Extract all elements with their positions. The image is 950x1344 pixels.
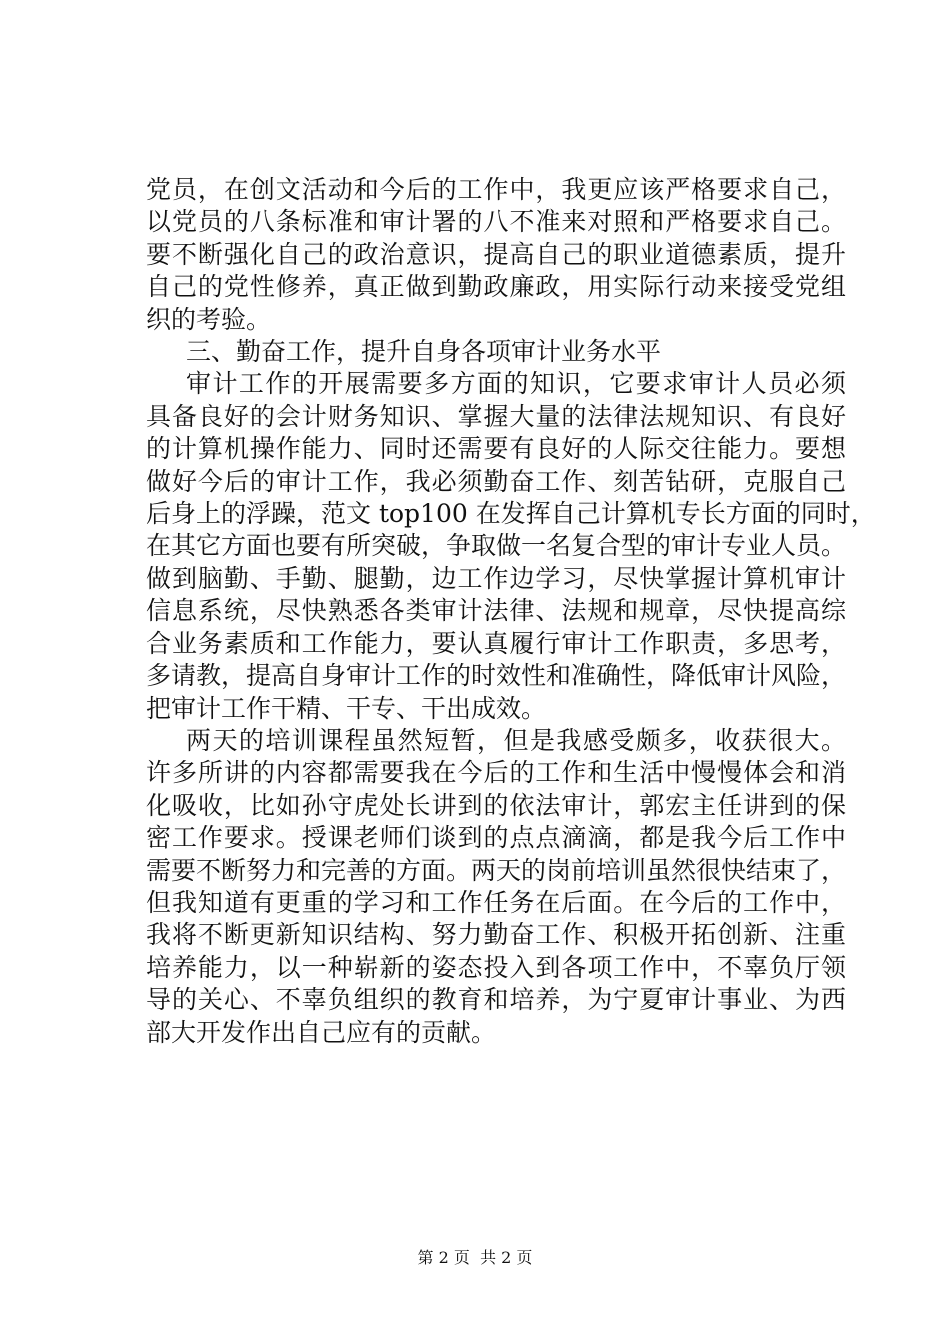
text-line: 但我知道有更重的学习和工作任务在后面。在今后的工作中， — [146, 887, 846, 917]
text-line: 后身上的浮躁，范文 top100 在发挥自己计算机专长方面的同时， — [146, 499, 876, 529]
text-line: 做好今后的审计工作，我必须勤奋工作、刻苦钻研，克服自己 — [146, 466, 846, 496]
text-line: 培养能力，以一种崭新的姿态投入到各项工作中，不辜负厅领 — [146, 952, 846, 982]
body-text — [146, 174, 876, 1049]
text-line: 自己的党性修养，真正做到勤政廉政，用实际行动来接受党组 — [146, 272, 846, 302]
text-line: 合业务素质和工作能力，要认真履行审计工作职责，多思考， — [146, 628, 846, 658]
text-line: 多请教，提高自身审计工作的时效性和准确性，降低审计风险， — [146, 661, 847, 691]
text-line: 做到脑勤、手勤、腿勤，边工作边学习，尽快掌握计算机审计 — [146, 563, 846, 593]
text-line: 两天的培训课程虽然短暂，但是我感受颇多，收获很大。 — [186, 725, 846, 755]
text-line: 部大开发作出自己应有的贡献。 — [146, 1017, 497, 1047]
text-line: 导的关心、不辜负组织的教育和培养，为宁夏审计事业、为西 — [146, 985, 846, 1015]
text-line: 密工作要求。授课老师们谈到的点点滴滴，都是我今后工作中 — [146, 823, 846, 853]
text-line: 三、勤奋工作，提升自身各项审计业务水平 — [186, 337, 662, 367]
page-footer: 第 2 页 共 2 页 — [417, 1248, 533, 1267]
text-line: 在其它方面也要有所突破，争取做一名复合型的审计专业人员。 — [146, 531, 847, 561]
text-line: 许多所讲的内容都需要我在今后的工作和生活中慢慢体会和消 — [146, 758, 846, 788]
text-line: 把审计工作干精、干专、干出成效。 — [146, 693, 547, 723]
text-line: 化吸收，比如孙守虎处长讲到的依法审计，郭宏主任讲到的保 — [146, 790, 846, 820]
text-line: 具备良好的会计财务知识、掌握大量的法律法规知识、有良好 — [146, 401, 846, 431]
text-line: 以党员的八条标准和审计署的八不准来对照和严格要求自己。 — [146, 207, 846, 237]
text-line: 织的考验。 — [146, 304, 272, 334]
text-line: 需要不断努力和完善的方面。两天的岗前培训虽然很快结束了， — [146, 855, 847, 885]
text-line: 要不断强化自己的政治意识，提高自己的职业道德素质，提升 — [146, 239, 846, 269]
text-line: 的计算机操作能力、同时还需要有良好的人际交往能力。要想 — [146, 434, 846, 464]
text-line: 信息系统，尽快熟悉各类审计法律、法规和规章，尽快提高综 — [146, 596, 846, 626]
text-line: 党员，在创文活动和今后的工作中，我更应该严格要求自己， — [146, 175, 846, 204]
text-line: 审计工作的开展需要多方面的知识，它要求审计人员必须 — [186, 369, 846, 399]
text-line: 我将不断更新知识结构、努力勤奋工作、积极开拓创新、注重 — [146, 920, 846, 950]
